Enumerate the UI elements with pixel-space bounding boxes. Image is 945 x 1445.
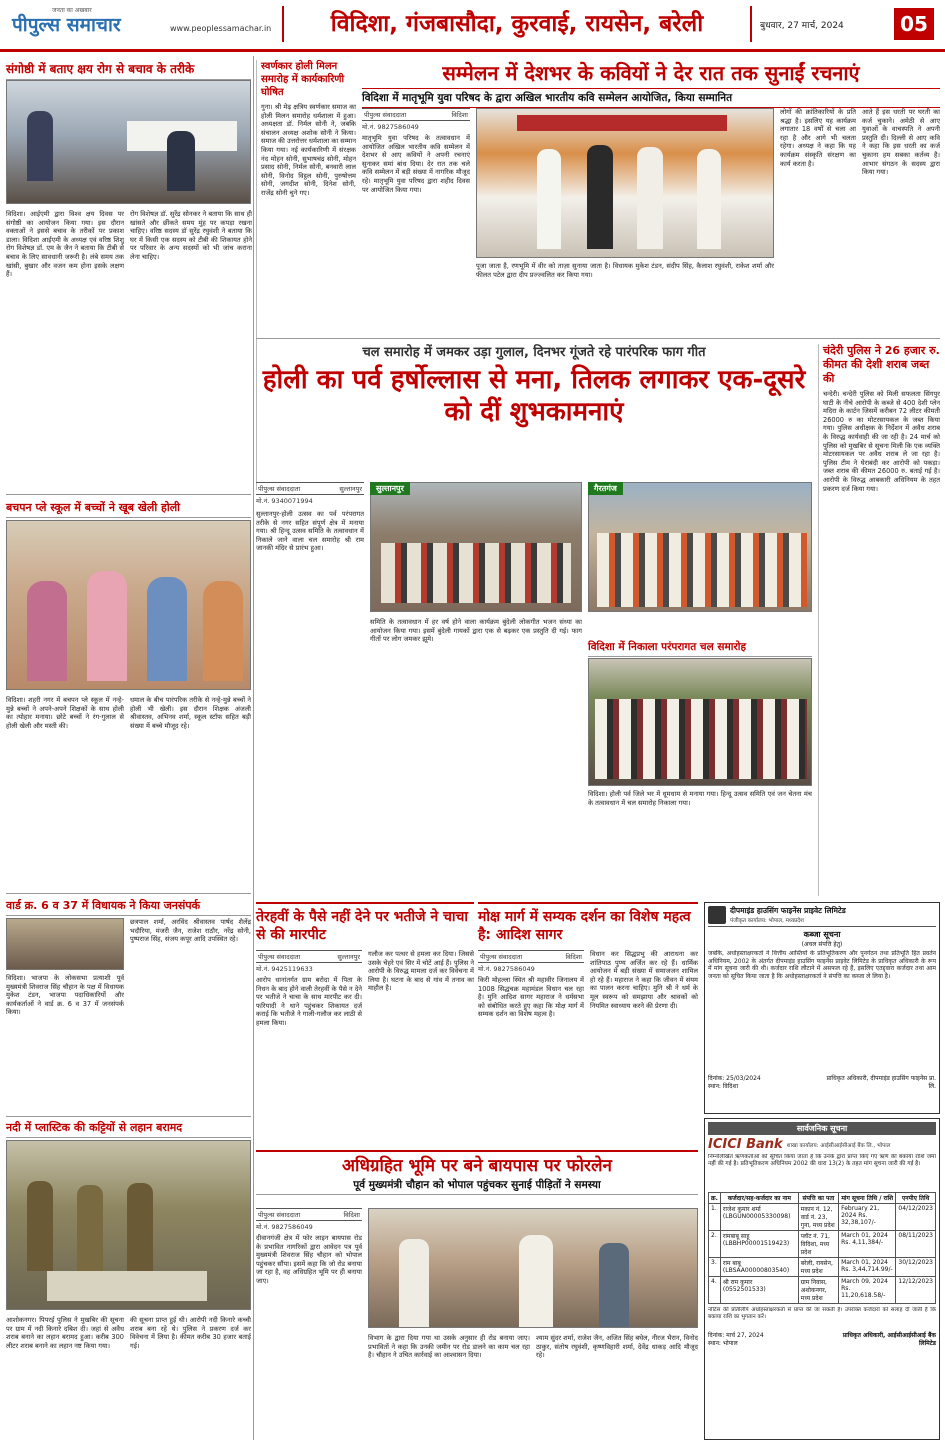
police-raid-photo: [6, 1140, 251, 1310]
sultanpur-photo: [370, 482, 582, 612]
story-title: संगोष्ठी में बताए क्षय रोग से बचाव के तरीके: [6, 60, 251, 80]
story-mla-campaign: [6, 898, 251, 1114]
byline-phone: मो.नं. 9340071994: [256, 497, 313, 505]
story-body-3: श्याम सुंदर शर्मा, राजेश जैन, अजित सिंह बघेल, नीरज भैरान, विनोद ठाकुर, संतोष रघुवंशी, कृष्णविहारी शर्मा, देवेंद्र धाकड़ आदि मौजूद रहे।: [536, 1334, 698, 1360]
story-title: मोक्ष मार्ग में सम्यक दर्शन का विशेष महत्व है: आदिश सागर: [478, 909, 691, 943]
notice-signature: प्राधिकृत अधिकारी, आईसीआईसीआई बैंक लिमिटेड: [842, 1332, 936, 1347]
byline-phone: मो.नं. 9827586049: [478, 965, 535, 973]
notice-address: शाखा कार्यालय: आईसीआईसीआई बैंक लि., भोपाल: [786, 1142, 891, 1149]
cities-banner: विदिशा, गंजबासौदा, कुरवाई, रायसेन, बरेली: [282, 6, 752, 42]
gairatganj-photo: [588, 482, 812, 612]
table-row: [709, 1204, 936, 1231]
seminar-photo: [6, 80, 251, 204]
table-row: [709, 1258, 936, 1277]
story-body: चन्देरी। चन्देरी पुलिस को मिली सफलता सिंगपुर घाटी के नीचे आरोपी के कब्जे से 400 देशी प्लेन मदिरा के कार्टन जिसमें करीबन 72 लीटर कीमती 26000 रु का मोटरसायकल के जब्त किया गया। पुलिस अधीक्षक के निर्देशन में अवैध शराब के विरुद्ध कार्यवाही की जा रही है। 24 मार्च को पुलिस को मुखबिर से सूचना मिली कि एक व्यक्ति मोटरसायकल पर अवैध शराब ले जा रहा है। पुलिस टीम ने घेराबंदी कर आरोपी को पकड़ा। जब्त शराब की कीमत 26000 रु. बताई गई है। आरोपी के विरुद्ध आबकारी अधिनियम के तहत प्रकरण दर्ज किया गया।: [823, 390, 940, 493]
table-cell: प्लॉट नं. 71, विदिशा, मध्य प्रदेश: [798, 1231, 838, 1258]
byline-phone: मो.नं. 9827586049: [362, 123, 419, 131]
logo-text: पीपुल्स समाचार: [12, 14, 121, 36]
table-cell: 04/12/2023: [896, 1204, 936, 1231]
notice-body: जबकि, अधोहस्ताक्षरकर्ता ने वित्तीय आस्तियों के प्रतिभूतिकरण और पुनर्गठन तथा प्रतिभूति हित प्रवर्तन अधिनियम, 2002 के अंतर्गत दीपमाइंड हाउसिंग फाइनेंस प्राइवेट लिमिटेड के प्राधिकृत अधिकारी के रूप में मांग सूचना जारी की थी। कर्जदार राशि लौटाने में असफल रहे हैं, इसलिए एतद्द्वारा कर्जदार तथा आम जनता को सूचित किया जाता है कि अधोहस्ताक्षरकर्ता ने संपत्ति का कब्जा ले लिया है।: [708, 950, 936, 980]
notice-date: दिनांक: 25/03/2024: [708, 1075, 761, 1082]
story-body: किरी मोहल्ला स्थित श्री महावीर जिनालय में 1008 सिद्धचक्र महामंडल विधान चल रहा है। मुनि आदिश सागर महाराज ने धर्मसभा को संबोधित करते हुए कहा कि मोक्ष मार्ग में सम्यक दर्शन का विशेष महत्व है।: [478, 976, 584, 1019]
story-body: सुल्तानपुर-होली उत्सव का पर्व परंपरागत तरीके से नगर सहित संपूर्ण क्षेत्र में मनाया गया। श्री हिन्दू उत्सव समिति के तत्वावधान में निकाले जाने वाला चल समारोह श्री राम जानकी मंदिर से प्रारंभ हुआ।: [256, 510, 364, 553]
story-title: तेरहवीं के पैसे नहीं देने पर भतीजे ने चाचा से की मारपीट: [256, 909, 469, 943]
table-cell: March 01, 2024 Rs. 3,44,714.99/-: [839, 1258, 896, 1277]
story-title: होली का पर्व हर्षोल्लास से मना, तिलक लगाकर एक-दूसरे को दीं शुभकामनाएं: [262, 365, 806, 427]
tb-story-continued: रोग विशेषज्ञ डॉ. सुरेंद्र सोनकर ने बताया कि साथ ही खांसते और छींकते समय मुंह पर कपड़ा रखना चाहिए। वरिष्ठ सदस्य डॉ सुरेंद्र रघुवंशी ने बताया कि घर में किसी एक सदस्य को टीबी की शिकायत होने पर परिवार के अन्य सदस्यों को भी जांच कराना लेना चाहिए।: [130, 210, 252, 261]
notice-possession: [704, 902, 940, 1114]
table-cell: बरेली, रायसेन, मध्य प्रदेश: [798, 1258, 838, 1277]
mla-campaign-photo: [6, 918, 124, 970]
table-cell: मकान नं. 12, वार्ड नं. 23, गुना, मध्य प्रदेश: [798, 1204, 838, 1231]
story-subtitle: पूर्व मुख्यमंत्री चौहान को भोपाल पहुंचकर सुनाई पीड़ितों ने समस्या: [256, 1178, 698, 1195]
table-cell: 2.: [709, 1231, 721, 1258]
divider: [6, 893, 251, 894]
caption-vidisha: विदिशा में निकाला परंपरागत चल समारोह: [588, 640, 812, 657]
byline: [256, 1208, 362, 1221]
byline-phone: मो.नं. 9425119633: [256, 965, 313, 973]
notice-place: स्थान: भोपाल: [708, 1340, 738, 1347]
table-cell: March 01, 2024 Rs. 4,11,384/-: [839, 1231, 896, 1258]
caption-vidisha-body: विदिशा। होली पर्व जिले भर में धूमधाम से मनाया गया। हिन्दू उत्सव समिति एवं जन चेतना मंच के तत्वावधान में चल समारोह निकाला गया।: [588, 790, 812, 807]
story-kicker: चल समारोह में जमकर उड़ा गुलाल, दिनभर गूंजते रहे पारंपरिक फाग गीत: [362, 345, 706, 360]
byline-place: विदिशा: [451, 111, 468, 119]
byline-name: पीपुल्स संवाददाता: [480, 953, 523, 961]
notice-title: कब्जा सूचना: [803, 930, 841, 939]
notice-intro: निम्नलिखित ऋणकर्ताओं को सूचित किया जाता है कि उनके द्वारा प्राप्त किए गए ऋण की बकाया राशि जमा नहीं की गई है। प्रतिभूतिकरण अधिनियम 2002 की धारा 13(2) के तहत मांग सूचना जारी की गई है।: [708, 1154, 936, 1167]
story-body-2: समिति के तत्वावधान में हर वर्ष होने वाला कार्यक्रम बुंदेली लोकगीत भजन संध्या का आयोजन किया गया। इसमें बुंदेली गायकों द्वारा एक से बढ़कर एक प्रस्तुति दी गई। फाग गीतों पर लोग जमकर झूमे।: [370, 618, 582, 644]
table-header: क्र.: [709, 1193, 721, 1204]
story-body-2: की सूचना प्राप्त हुई थी। आरोपी नदी किनारे कच्ची शराब बना रहे थे। पुलिस ने प्रकरण दर्ज कर विवेचना में लिया है। कीमत करीब 30 हजार बताई गई।: [130, 1316, 251, 1350]
notice-table: [708, 1192, 936, 1304]
story-body: मातृभूमि युवा परिषद के तत्वावधान में आयोजित अखिल भारतीय कवि सम्मेलन में देशभर से आए कवियों ने अपनी रचनाएं सुनाकर समां बांध दिया। देर रात तक चले कवि सम्मेलन में बड़ी संख्या में नागरिक मौजूद रहे। मातृभूमि युवा परिषद द्वारा शहीद दिवस पर आयोजित किया गया।: [362, 134, 470, 194]
story-body: दीवानगंजी क्षेत्र में फोर लाइन बायपास रोड के प्रभावित नागरिकों द्वारा आवेदन पत्र पूर्व मुख्यमंत्री शिवराज सिंह चौहान को भोपाल पहुंचकर सौंपा। इसमें कहा कि जो रोड बनाया जा रहा है, वह अधिग्रहित भूमि पर ही बनाया जाए।: [256, 1234, 362, 1285]
notice-header: सार्वजनिक सूचना: [708, 1122, 936, 1135]
story-body: आरोप धानांतर्गत ग्राम बरोदा में पिता के निधन के बाद होने वाली तेरहवीं के पैसे न देने पर भतीजे ने चाचा के साथ मारपीट कर दी। फरियादी ने थाने पहुंचकर शिकायत दर्ज कराई कि भतीजे ने गाली-गलौज कर लाठी से हमला किया।: [256, 976, 362, 1027]
byline-name: पीपुल्स संवाददाता: [258, 1211, 301, 1219]
byline: [256, 482, 364, 495]
byline: [256, 950, 362, 963]
table-header: संपत्ति का पता: [798, 1193, 838, 1204]
story-nephew-assault: [256, 902, 474, 1146]
page-number: 05: [894, 8, 934, 40]
logo-tagline: जनता का अखबार: [52, 7, 92, 14]
table-cell: ग्राम निवास, अशोकनगर, मध्य प्रदेश: [798, 1277, 838, 1304]
notice-icici: [704, 1118, 940, 1440]
story-body-2: पूजा जाता है, रणभूमि में वीर को ताज़ा सुनाया जाता है। विधायक मुकेश टंडन, संदीप सिंह, कैलाश रघुवंशी, राकेश शर्मा और फीलत पटेल द्वारा दीप प्रज्ज्वलित कर किया गया।: [476, 262, 774, 279]
table-cell: 08/11/2023: [896, 1231, 936, 1258]
byline-place: विदिशा: [565, 953, 582, 961]
company-logo: [708, 906, 726, 924]
website[interactable]: www.peoplessamachar.in: [170, 24, 272, 33]
story-title: स्वर्णकार होली मिलन समारोह में कार्यकारिणी घोषित: [261, 61, 345, 98]
story-play-school: [6, 500, 251, 890]
story-kavi-sammelan: [362, 60, 940, 330]
divider: [256, 338, 940, 339]
story-title: वार्ड क्र. 6 व 37 में विधायक ने किया जनसंपर्क: [6, 898, 251, 916]
notice-date: दिनांक: मार्च 27, 2024: [708, 1332, 764, 1339]
table-cell: राम बाबू (LBSAA00000803540): [720, 1258, 798, 1277]
byline-place: विदिशा: [343, 1211, 360, 1219]
story-body: आशोकनगर। पिपरई पुलिस ने मुखबिर की सूचना पर ग्राम में नदी किनारे दबिश दी। जहां से अवैध शराब बनाने का लहान बरामद हुआ। करीब 300 लीटर शराब बनाने का लहान नष्ट किया गया।: [6, 1316, 124, 1350]
tag-gairatganj: गैरतगंज: [588, 482, 623, 495]
kavi-sammelan-photo: [476, 108, 774, 258]
story-body-3: लोगों की क्रांतिकारियों के प्रति श्रद्धा है। इसलिए यह कार्यक्रम लगातार 18 वर्षों से चला आ रहा है और आगे भी चलता रहेगा। अध्यक्ष ने कहा कि यह कार्यक्रम संस्कृति संरक्षण का कार्य करता है।: [780, 108, 856, 168]
story-adish-sagar: [478, 902, 698, 1146]
story-body-2: धमाल के बीच पारंपरिक तरीके से नन्हे-मुन्ने बच्चों ने होली भी खेली। इस दौरान शिक्षक अंजली श्रीवास्तव, अभिनव शर्मा, स्कूल स्टॉफ सहित बड़ी संख्या में बच्चे मौजूद रहे।: [130, 696, 251, 730]
notice-company: दीपमाइंड हाउसिंग फाइनेंस प्राइवेट लिमिटेड: [730, 906, 846, 915]
story-body-4: आते हैं इस धरती पर घरती का कर्ज चुकाने। अमेठी से आए युवाओं के वाचस्पति ने अपनी प्रस्तुति दी। दिल्ली से आए कवि ने कहा कि इस धरती का कर्ज चुकाना हम सबका कर्तव्य है। आभार संगठन के सदस्य द्वारा किया गया।: [862, 108, 940, 177]
table-cell: राजेश कुमार शर्मा (LBGUN00005330098): [720, 1204, 798, 1231]
table-cell: 4.: [709, 1277, 721, 1304]
story-title: सम्मेलन में देशभर के कवियों ने देर रात तक सुनाईं रचनाएं: [442, 61, 860, 85]
story-holi-festival: [256, 344, 812, 896]
table-row: [709, 1277, 936, 1304]
table-cell: 3.: [709, 1258, 721, 1277]
story-title: बचपन प्ले स्कूल में बच्चों ने खूब खेली होली: [6, 500, 251, 518]
table-header: मांग सूचना तिथि / राशि: [839, 1193, 896, 1204]
notice-address: पंजीकृत कार्यालय: भोपाल, मध्यप्रदेश: [730, 918, 804, 924]
divider: [6, 1116, 251, 1117]
notice-signature: प्राधिकृत अधिकारी, दीपमाइंड हाउसिंग फाइनेंस प्रा. लि.: [826, 1075, 936, 1090]
table-cell: रामबाबू साहू (LBBHP00001519423): [720, 1231, 798, 1258]
story-body: विदिशा। शहरी नगर में बचपन प्ले स्कूल में नन्हे-मुन्ने बच्चों ने अपने-अपने शिक्षकों के साथ होली का त्योहार मनाया। छोटे बच्चों ने रंग-गुलाल से होली खेली और मस्ती की।: [6, 696, 124, 730]
divider: [253, 56, 254, 1440]
byline: [362, 108, 470, 121]
masthead: [0, 0, 945, 52]
notice-place: स्थान: विदिशा: [708, 1083, 739, 1090]
byline-place: सुल्तानपुर: [337, 953, 360, 961]
bypass-meeting-photo: [368, 1208, 698, 1328]
divider: [6, 494, 251, 495]
table-header: कर्जदार/सह-कर्जदार का नाम: [720, 1193, 798, 1204]
table-cell: 12/12/2023: [896, 1277, 936, 1304]
table-cell: 30/12/2023: [896, 1258, 936, 1277]
byline-phone: मो.नं. 9827586049: [256, 1223, 313, 1231]
story-title: चंदेरी पुलिस ने 26 हजार रु. कीमत की देशी शराब जब्त की: [823, 344, 940, 385]
story-chanderi-police: [818, 344, 940, 896]
table-cell: 1.: [709, 1204, 721, 1231]
byline-name: पीपुल्स संवाददाता: [364, 111, 407, 119]
notice-footer: नोटिस की प्रतिलिपि अधोहस्ताक्षरकर्ता से प्राप्त की जा सकती है। उपरोक्त कर्जदारों को सलाह दी जाती है कि बकाया राशि का भुगतान करें।: [708, 1307, 936, 1320]
story-body: विदिशा। भाजपा के लोकसभा प्रत्याशी पूर्व मुख्यमंत्री शिवराज सिंह चौहान के पक्ष में विधायक मुकेश टंडन, भाजपा पदाधिकारियों और कार्यकर्ताओं ने वार्ड क्र. 6 व 37 में जनसंपर्क किया।: [6, 974, 124, 1017]
byline-name: पीपुल्स संवाददाता: [258, 485, 301, 493]
story-river-lahan: [6, 1120, 251, 1438]
story-body-2: छत्रपाल शर्मा, अरविंद श्रीवास्तव पार्षद शैलेंद्र भदौरिया, मंजरी जैन, राजेश राठौर, नरेंद्र सोनी, पुष्पराज सिंह, संजय कपूर आदि उपस्थित रहे।: [130, 918, 251, 944]
story-title: अधिग्रहित भूमि पर बने बायपास पर फोरलेन: [342, 1156, 612, 1176]
table-row: [709, 1231, 936, 1258]
byline-place: सुल्तानपुर: [339, 485, 362, 493]
issue-date: बुधवार, 27 मार्च, 2024: [760, 21, 844, 31]
story-bypass-fourlane: [256, 1150, 698, 1440]
story-subtitle: विदिशा में मातृभूमि युवा परिषद के द्वारा अखिल भारतीय कवि सम्मेलन आयोजित, किया सम्मानित: [362, 88, 940, 108]
table-cell: March 09, 2024 Rs. 11,20,618.58/-: [839, 1277, 896, 1304]
byline-name: पीपुल्स संवाददाता: [258, 953, 301, 961]
play-school-photo: [6, 520, 251, 690]
story-body-2: विधान कर सिद्धप्रभु की आराधना कर शांतिपाठ पुण्य अर्जित कर रहे हैं। धार्मिक आयोजन में बड़ी संख्या में समाजजन शामिल हो रहे हैं। महाराज ने कहा कि जीवन में संयम का पालन करना चाहिए। मुनि श्री ने धर्म के मूल स्वरूप को समझाया और श्रावकों को नियमित स्वाध्याय करने की प्रेरणा दी।: [590, 950, 698, 1010]
table-cell: श्री राम कुमार (0552501533): [720, 1277, 798, 1304]
story-body-2: विभाग के द्वारा दिया गया था उसके अनुसार ही रोड बनाया जाए। प्रभावितों ने कहा कि उनकी जमीन पर रोड डालने का काम चल रहा है। चौहान ने उचित कार्रवाई का आश्वासन दिया।: [368, 1334, 530, 1360]
table-cell: February 21, 2024 Rs. 32,38,107/-: [839, 1204, 896, 1231]
byline: [478, 950, 584, 963]
story-title: नदी में प्लास्टिक की कट्टियों से लहान बरामद: [6, 1120, 251, 1138]
table-header: एनपीए तिथि: [896, 1193, 936, 1204]
logo[interactable]: [12, 6, 162, 44]
story-body: गुना। श्री मेढ़ क्षत्रिय स्वर्णकार समाज का होली मिलन समारोह धर्मशाला में हुआ। अध्यक्षता डॉ. निर्मल सोनी ने, जबकि संचालन अध्यक्ष अशोक सोनी ने किया। समाज की उत्तरोत्तर धर्मशाला का सम्मान किया गया। नई कार्यकारिणी में संरक्षक नंद मोहन सोनी, सुभाषचंद्र सोनी, मोहन प्रसाद सोनी, निर्मल सोनी, बनवारी लाल सोनी, विनोद विट्ठल सोनी, पुरुषोत्तम सोनी, जगदीश सोनी, दिनेश सोनी, राजेंद्र सोनी चुने गए।: [261, 103, 356, 197]
notice-subtitle: (अचल संपत्ति हेतु): [801, 941, 843, 948]
vidisha-procession-photo: [588, 658, 812, 786]
story-body: विदिशा। आईएमी द्वारा विश्व क्षय दिवस पर संगोष्ठी का आयोजन किया गया। इस दौरान वक्ताओं ने इससे बचाव के तरीकों पर प्रकाश डाला। विदिशा आईएमी के अध्यक्ष एवं वरिष्ठ शिशु रोग विशेषज्ञ डॉ. एम के जैन ने बताया कि टीबी से बचाव के लिए सावधानी जरूरी है। लंबे समय तक खांसी, बुखार और वजन कम होना इसके लक्षण हैं।: [6, 210, 124, 279]
story-body-2: गलौज कर पत्थर से हमला कर दिया। जिससे उसके चेहरे एवं सिर में चोटें आई हैं। पुलिस ने आरोपी के विरुद्ध मामला दर्ज कर विवेचना में लिया है। घटना के बाद से गांव में तनाव का माहौल है।: [368, 950, 474, 993]
tag-sultanpur: सुल्तानपुर: [370, 482, 410, 495]
icici-logo: ICICI Bank: [708, 1137, 783, 1152]
